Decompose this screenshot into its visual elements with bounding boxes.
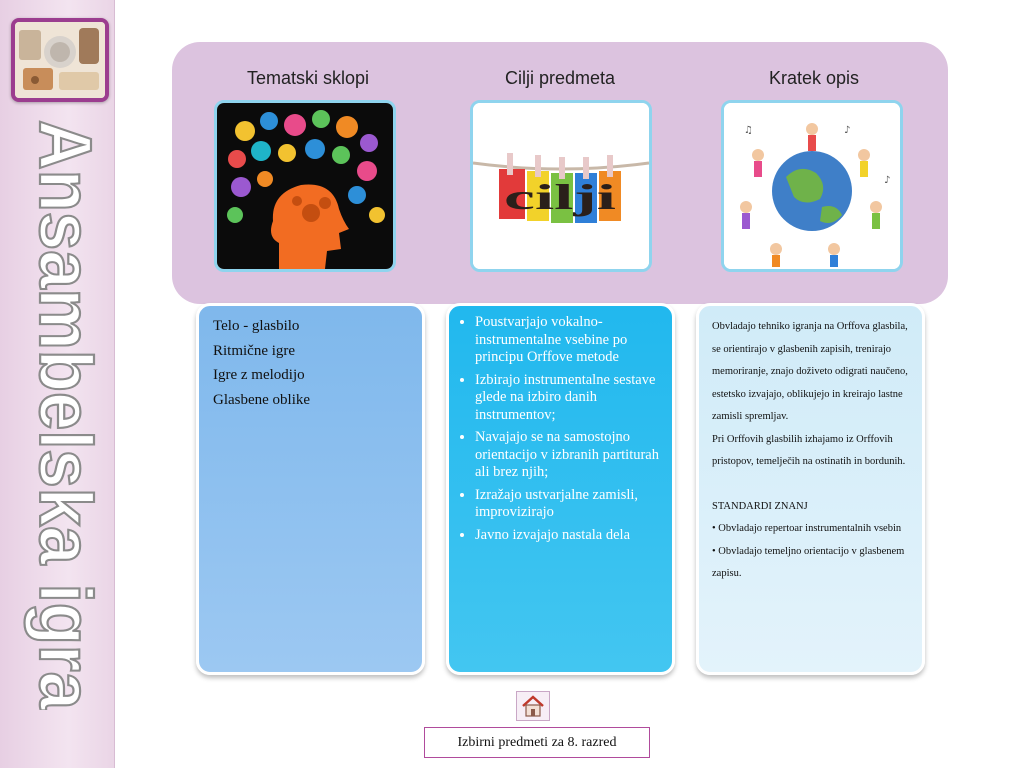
izbirni-predmeti-link[interactable]: Izbirni predmeti za 8. razred (424, 727, 650, 758)
standard-item: • Obvladajo repertoar instrumentalnih vsebin (712, 523, 902, 534)
column-kratek-opis (696, 303, 925, 675)
column-cilji-predmeta (446, 303, 675, 675)
header-tematski-sklopi: Tematski sklopi (246, 68, 370, 88)
svg-text:♪: ♪ (844, 125, 851, 136)
cilji-word: cilji (504, 177, 616, 217)
goal-item: • Izbirajo instrumentalne sestave glede na izbiro danih instrumentov; (475, 372, 662, 425)
topic-item: Igre z melodijo (213, 367, 305, 383)
goal-item: • Javno izvajajo nastala dela (475, 527, 662, 545)
description-paragraph-2: Pri Orffovih glasbilih izhajamo iz Orffovih pristopov, temelječih na ostinatih in bordunih. (712, 433, 906, 467)
baking-thumbnail-image (11, 18, 109, 102)
sidebar (0, 0, 115, 768)
header-kratek-opis: Kratek opis (768, 68, 860, 88)
goal-item: • Izražajo ustvarjalne zamisli, improvizirajo (475, 487, 662, 522)
column-tematski-sklopi (196, 303, 425, 675)
home-icon (517, 692, 549, 720)
standard-item: • Obvladajo temeljno orientacijo v glasbenem zapisu. (712, 545, 905, 579)
description-text (699, 306, 922, 586)
svg-text:♫: ♫ (744, 125, 753, 136)
vertical-title-text: Ansambelska igra (24, 120, 107, 710)
topic-item: Ritmične igre (213, 342, 296, 359)
children-globe-image (721, 100, 903, 272)
topics-list (199, 306, 422, 412)
description-paragraph-1: Obvladajo tehniko igranja na Orffova glasbila, se orientirajo v glasbenih zapisih, trenirajo memoriranje, znajo doživeto odigrati naučeno, estetsko izvajajo, oblikujejo in kreirajo lastne zamisli spremljav. (712, 321, 908, 422)
home-button[interactable] (516, 691, 550, 721)
header-cilji-predmeta: Cilji predmeta (504, 68, 616, 88)
goal-item: • Poustvarjajo vokalno-instrumentalne vsebine po principu Orffove metode (475, 314, 662, 367)
goal-item: • Navajajo se na samostojno orientacijo v izbranih partiturah ali brez njih; (475, 429, 662, 482)
vertical-title (0, 110, 114, 710)
goals-list (449, 306, 672, 544)
topic-item: Telo - glasbilo (213, 318, 300, 334)
head-icons-image (214, 100, 396, 272)
svg-text:♪: ♪ (884, 175, 891, 186)
cilji-clothesline-image (470, 100, 652, 272)
standards-title: STANDARDI ZNANJ (712, 500, 808, 512)
topic-item: Glasbene oblike (213, 391, 311, 408)
